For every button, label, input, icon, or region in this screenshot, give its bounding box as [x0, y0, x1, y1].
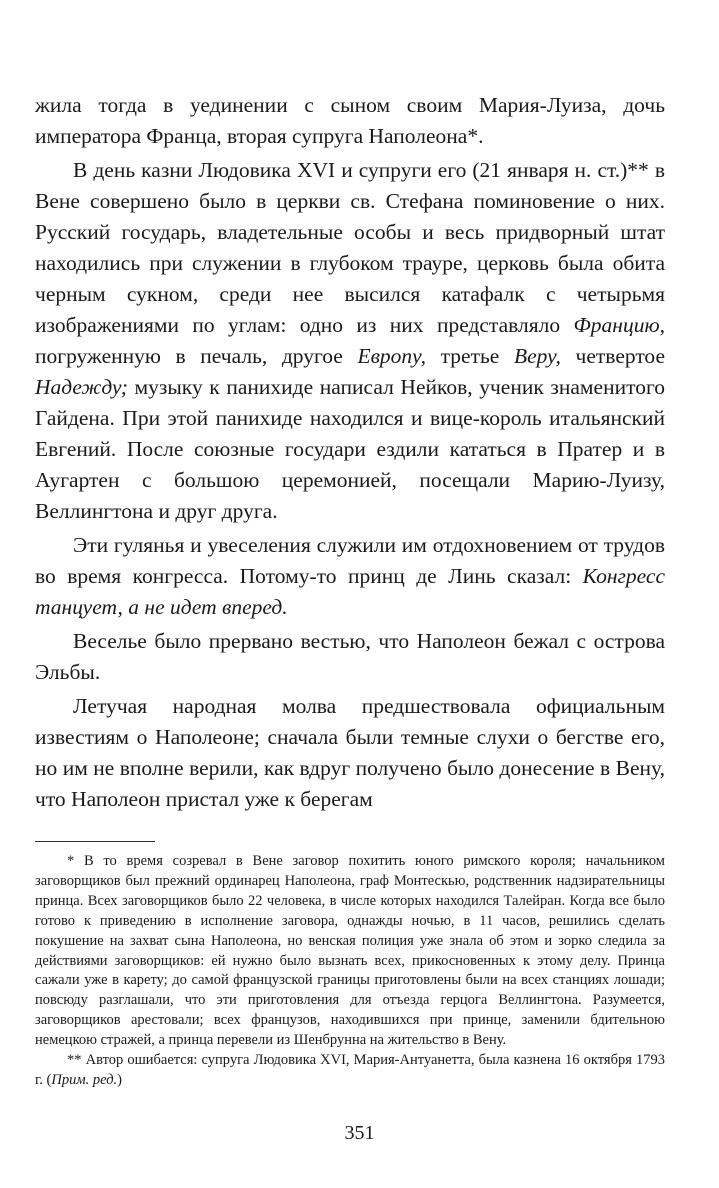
footnote-divider	[35, 841, 155, 842]
main-text	[35, 90, 665, 815]
text-segment: четвертое	[560, 344, 665, 368]
footnote-text: * В то время созревал в Вене заговор похитить юного римского короля; начальником заговорщиков был прежний ординарец Наполеона, граф Монтескью, родственник надзирательницы принца. Всех заговорщиков было 22 человека, в числе которых находился Талейран. Когда все было готово к приведению в исполнение заговора, однажды ночью, в 11 часов, решились сделать покушение на захват сына Наполеона, но венская полиция уже знала об этом и зорко следила за действиями заговорщиков: ей нужно было вызнать всех, прикосновенных к этому делу. Принца сажали уже в карету; до самой французской границы приготовлены были на всех станциях лошади; повсюду разглашали, что эти приготовления для отъезда герцога Веллингтона. Разумеется, заговорщиков арестовали; всех французов, находившихся при принце, заменили бдительною немецкою стражей, а принца перевели из Шенбрунна на жительство в Вену.	[35, 853, 665, 1049]
footnote-italic: Прим. ред.	[51, 1071, 118, 1088]
italic-segment: Надежду;	[35, 375, 128, 399]
text-segment: третье	[426, 344, 514, 368]
italic-segment: Веру,	[513, 344, 561, 368]
footnote	[35, 1051, 665, 1091]
text-segment: Летучая народная молва предшествовала официальным известиям о Наполеоне; сначала были темные слухи о бегстве его, но им не вполне верили, как вдруг получено было донесение в Вену, что Наполеон пристал уже к берегам	[35, 694, 665, 811]
paragraph	[35, 626, 665, 688]
text-segment: Эти гулянья и увеселения служили им отдохновением от трудов во время конгресса. Потому-то принц де Линь сказал:	[35, 533, 665, 588]
text-segment: музыку к панихиде написал Нейков, ученик знаменитого Гайдена. При этой панихиде находился и вице-король итальянский Евгений. После союзные государи ездили кататься в Пратер и в Аугартен с большою церемонией, посещали Марию-Луизу, Веллингтона и друг друга.	[35, 375, 665, 523]
page-number: 351	[344, 1122, 375, 1144]
footnote-text: )	[117, 1071, 122, 1088]
paragraph	[35, 155, 665, 527]
footnotes	[35, 852, 665, 1091]
paragraph	[35, 90, 665, 152]
paragraph	[35, 691, 665, 815]
book-page	[35, 90, 665, 1091]
text-segment: Веселье было прервано вестью, что Наполеон бежал с острова Эльбы.	[35, 629, 665, 684]
text-segment: погруженную в печаль, другое	[35, 344, 358, 368]
italic-segment: Францию,	[573, 313, 665, 337]
footnote-text: ** Автор ошибается: супруга Людовика XVI, Мария-Антуанетта, была казнена 16 октября 1793 г. (	[35, 1052, 665, 1088]
text-segment: В день казни Людовика XVI и супруги его (21 января н. ст.)** в Вене совершено было в церкви св. Стефана поминовение о них. Русский государь, владетельные особы и весь придворный штат находились при служении в глубоком трауре, церковь была обита черным сукном, среди нее высился катафалк с четырьмя изображениями по углам: одно из них представляло	[35, 158, 665, 337]
paragraph	[35, 530, 665, 623]
text-segment: жила тогда в уединении с сыном своим Мария-Луиза, дочь императора Франца, вторая супруга Наполеона*.	[35, 93, 665, 148]
italic-segment: Конгресс танцует, а не идет вперед.	[35, 564, 665, 619]
footnote	[35, 852, 665, 1051]
italic-segment: Европу,	[357, 344, 427, 368]
